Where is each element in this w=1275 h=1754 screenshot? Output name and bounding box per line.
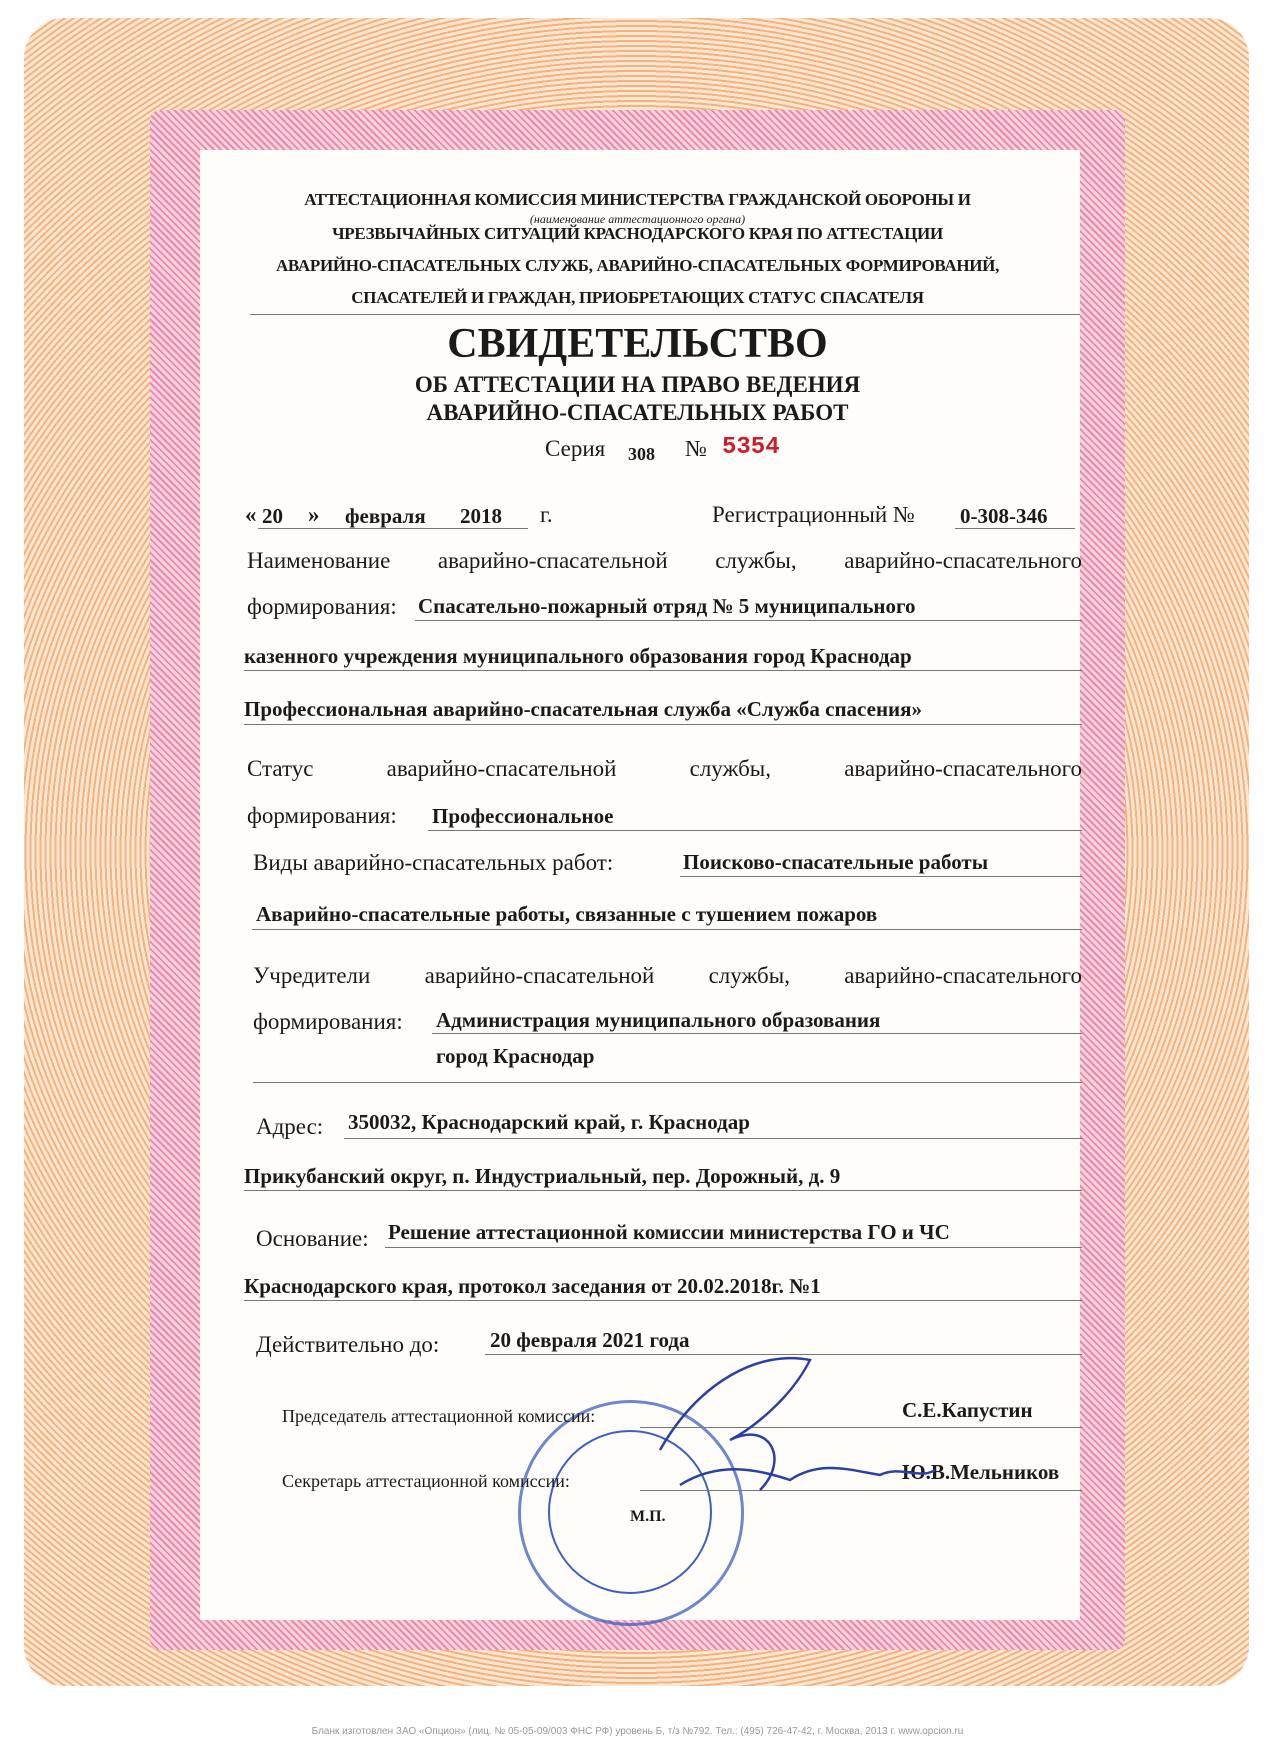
header-line-2: ЧРЕЗВЫЧАЙНЫХ СИТУАЦИЙ КРАСНОДАРСКОГО КРАЯ ПО АТТЕСТАЦИИ: [332, 224, 943, 243]
date-suffix: г.: [540, 502, 553, 527]
address-label: Адрес:: [256, 1114, 324, 1139]
name-value-2: казенного учреждения муниципального образования город Краснодар: [244, 644, 912, 668]
works-value-1: Поисково-спасательные работы: [683, 850, 989, 874]
series-label: Серия: [545, 436, 606, 461]
printer-imprint: Бланк изготовлен ЗАО «Опцион» (лиц. № 05-05-09/003 ФНС РФ) уровень Б, т/з №792. Тел.: (495) 726-47-42, г. Москва, 2013 г. www.opcion.ru: [311, 1726, 964, 1737]
name-value-1: Спасательно-пожарный отряд № 5 муниципального: [418, 594, 916, 618]
header-line-3: АВАРИЙНО-СПАСАТЕЛЬНЫХ СЛУЖБ, АВАРИЙНО-СПАСАТЕЛЬНЫХ ФОРМИРОВАНИЙ,: [275, 256, 1000, 275]
date-month: февраля: [345, 504, 426, 528]
name-value-3: Профессиональная аварийно-спасательная служба «Служба спасения»: [244, 697, 923, 721]
date-quote-close: »: [308, 502, 320, 527]
basis-value-2: Краснодарского края, протокол заседания от 20.02.2018г. №1: [244, 1274, 821, 1298]
line: [432, 1033, 1082, 1034]
signatures: [640, 1340, 940, 1510]
valid-until-label: Действительно до:: [256, 1332, 440, 1357]
line: [344, 1138, 1082, 1139]
subtitle-2: АВАРИЙНО-СПАСАТЕЛЬНЫХ РАБОТ: [426, 400, 849, 425]
works-label: Виды аварийно-спасательных работ:: [253, 850, 614, 875]
header-caption: (наименование аттестационного органа): [529, 212, 746, 226]
date-year: 2018: [460, 504, 502, 528]
secretary-label: Секретарь аттестационной комиссии:: [282, 1471, 570, 1491]
certificate-number: 5354: [722, 434, 780, 461]
registration-label: Регистрационный №: [712, 502, 915, 527]
secretary-signature: [680, 1468, 935, 1485]
valid-until-value: 20 февраля 2021 года: [490, 1328, 690, 1352]
registration-number: 0-308-346: [960, 504, 1048, 528]
stamp-mark: М.П.: [630, 1508, 666, 1525]
address-value-2: Прикубанский округ, п. Индустриальный, пер. Дорожный, д. 9: [244, 1164, 841, 1188]
line: [252, 929, 1082, 930]
founders-value-1: Администрация муниципального образования: [436, 1008, 881, 1032]
line: [244, 724, 1082, 725]
line: [428, 830, 1082, 831]
address-value-1: 350032, Краснодарский край, г. Краснодар: [348, 1110, 750, 1134]
basis-value-1: Решение аттестационной комиссии министерства ГО и ЧС: [388, 1220, 950, 1244]
line: [253, 1082, 1082, 1083]
status-label-2: формирования:: [247, 803, 397, 828]
status-value: Профессиональное: [432, 804, 614, 828]
subtitle-1: ОБ АТТЕСТАЦИИ НА ПРАВО ВЕДЕНИЯ: [414, 372, 861, 397]
chairman-name: С.Е.Капустин: [902, 1398, 1033, 1422]
date-quote-open: «: [245, 502, 257, 527]
works-value-2: Аварийно-спасательные работы, связанные с тушением пожаров: [256, 902, 878, 926]
series-value: 308: [628, 444, 655, 464]
basis-label: Основание:: [256, 1226, 369, 1251]
founders-value-2: город Краснодар: [436, 1044, 595, 1068]
line: [415, 620, 1082, 621]
certificate-title: СВИДЕТЕЛЬСТВО: [447, 321, 828, 367]
line: [244, 1190, 1082, 1191]
line: [244, 1300, 1082, 1301]
header-line-4: СПАСАТЕЛЕЙ И ГРАЖДАН, ПРИОБРЕТАЮЩИХ СТАТУС СПАСАТЕЛЯ: [351, 288, 924, 307]
founders-label-2: формирования:: [253, 1009, 403, 1034]
date-underline: [258, 528, 528, 529]
registration-underline: [955, 528, 1075, 529]
status-label-1: Статус аварийно-спасательной службы, аварийно-спасательного: [247, 756, 1082, 781]
line: [244, 670, 1082, 671]
line: [385, 1247, 1082, 1248]
line: [680, 876, 1082, 877]
date-day: 20: [262, 504, 283, 528]
name-label-2: формирования:: [247, 594, 397, 619]
number-label: №: [685, 436, 707, 461]
name-label-1: Наименование аварийно-спасательной службы, аварийно-спасательного: [247, 548, 1082, 573]
founders-label-1: Учредители аварийно-спасательной службы, аварийно-спасательного: [253, 963, 1082, 988]
header-line-1: АТТЕСТАЦИОННАЯ КОМИССИЯ МИНИСТЕРСТВА ГРАЖДАНСКОЙ ОБОРОНЫ И: [304, 190, 971, 209]
secretary-name: Ю.В.Мельников: [902, 1460, 1060, 1484]
chairman-label: Председатель аттестационной комиссии:: [282, 1406, 596, 1426]
header-divider: [250, 314, 1080, 315]
